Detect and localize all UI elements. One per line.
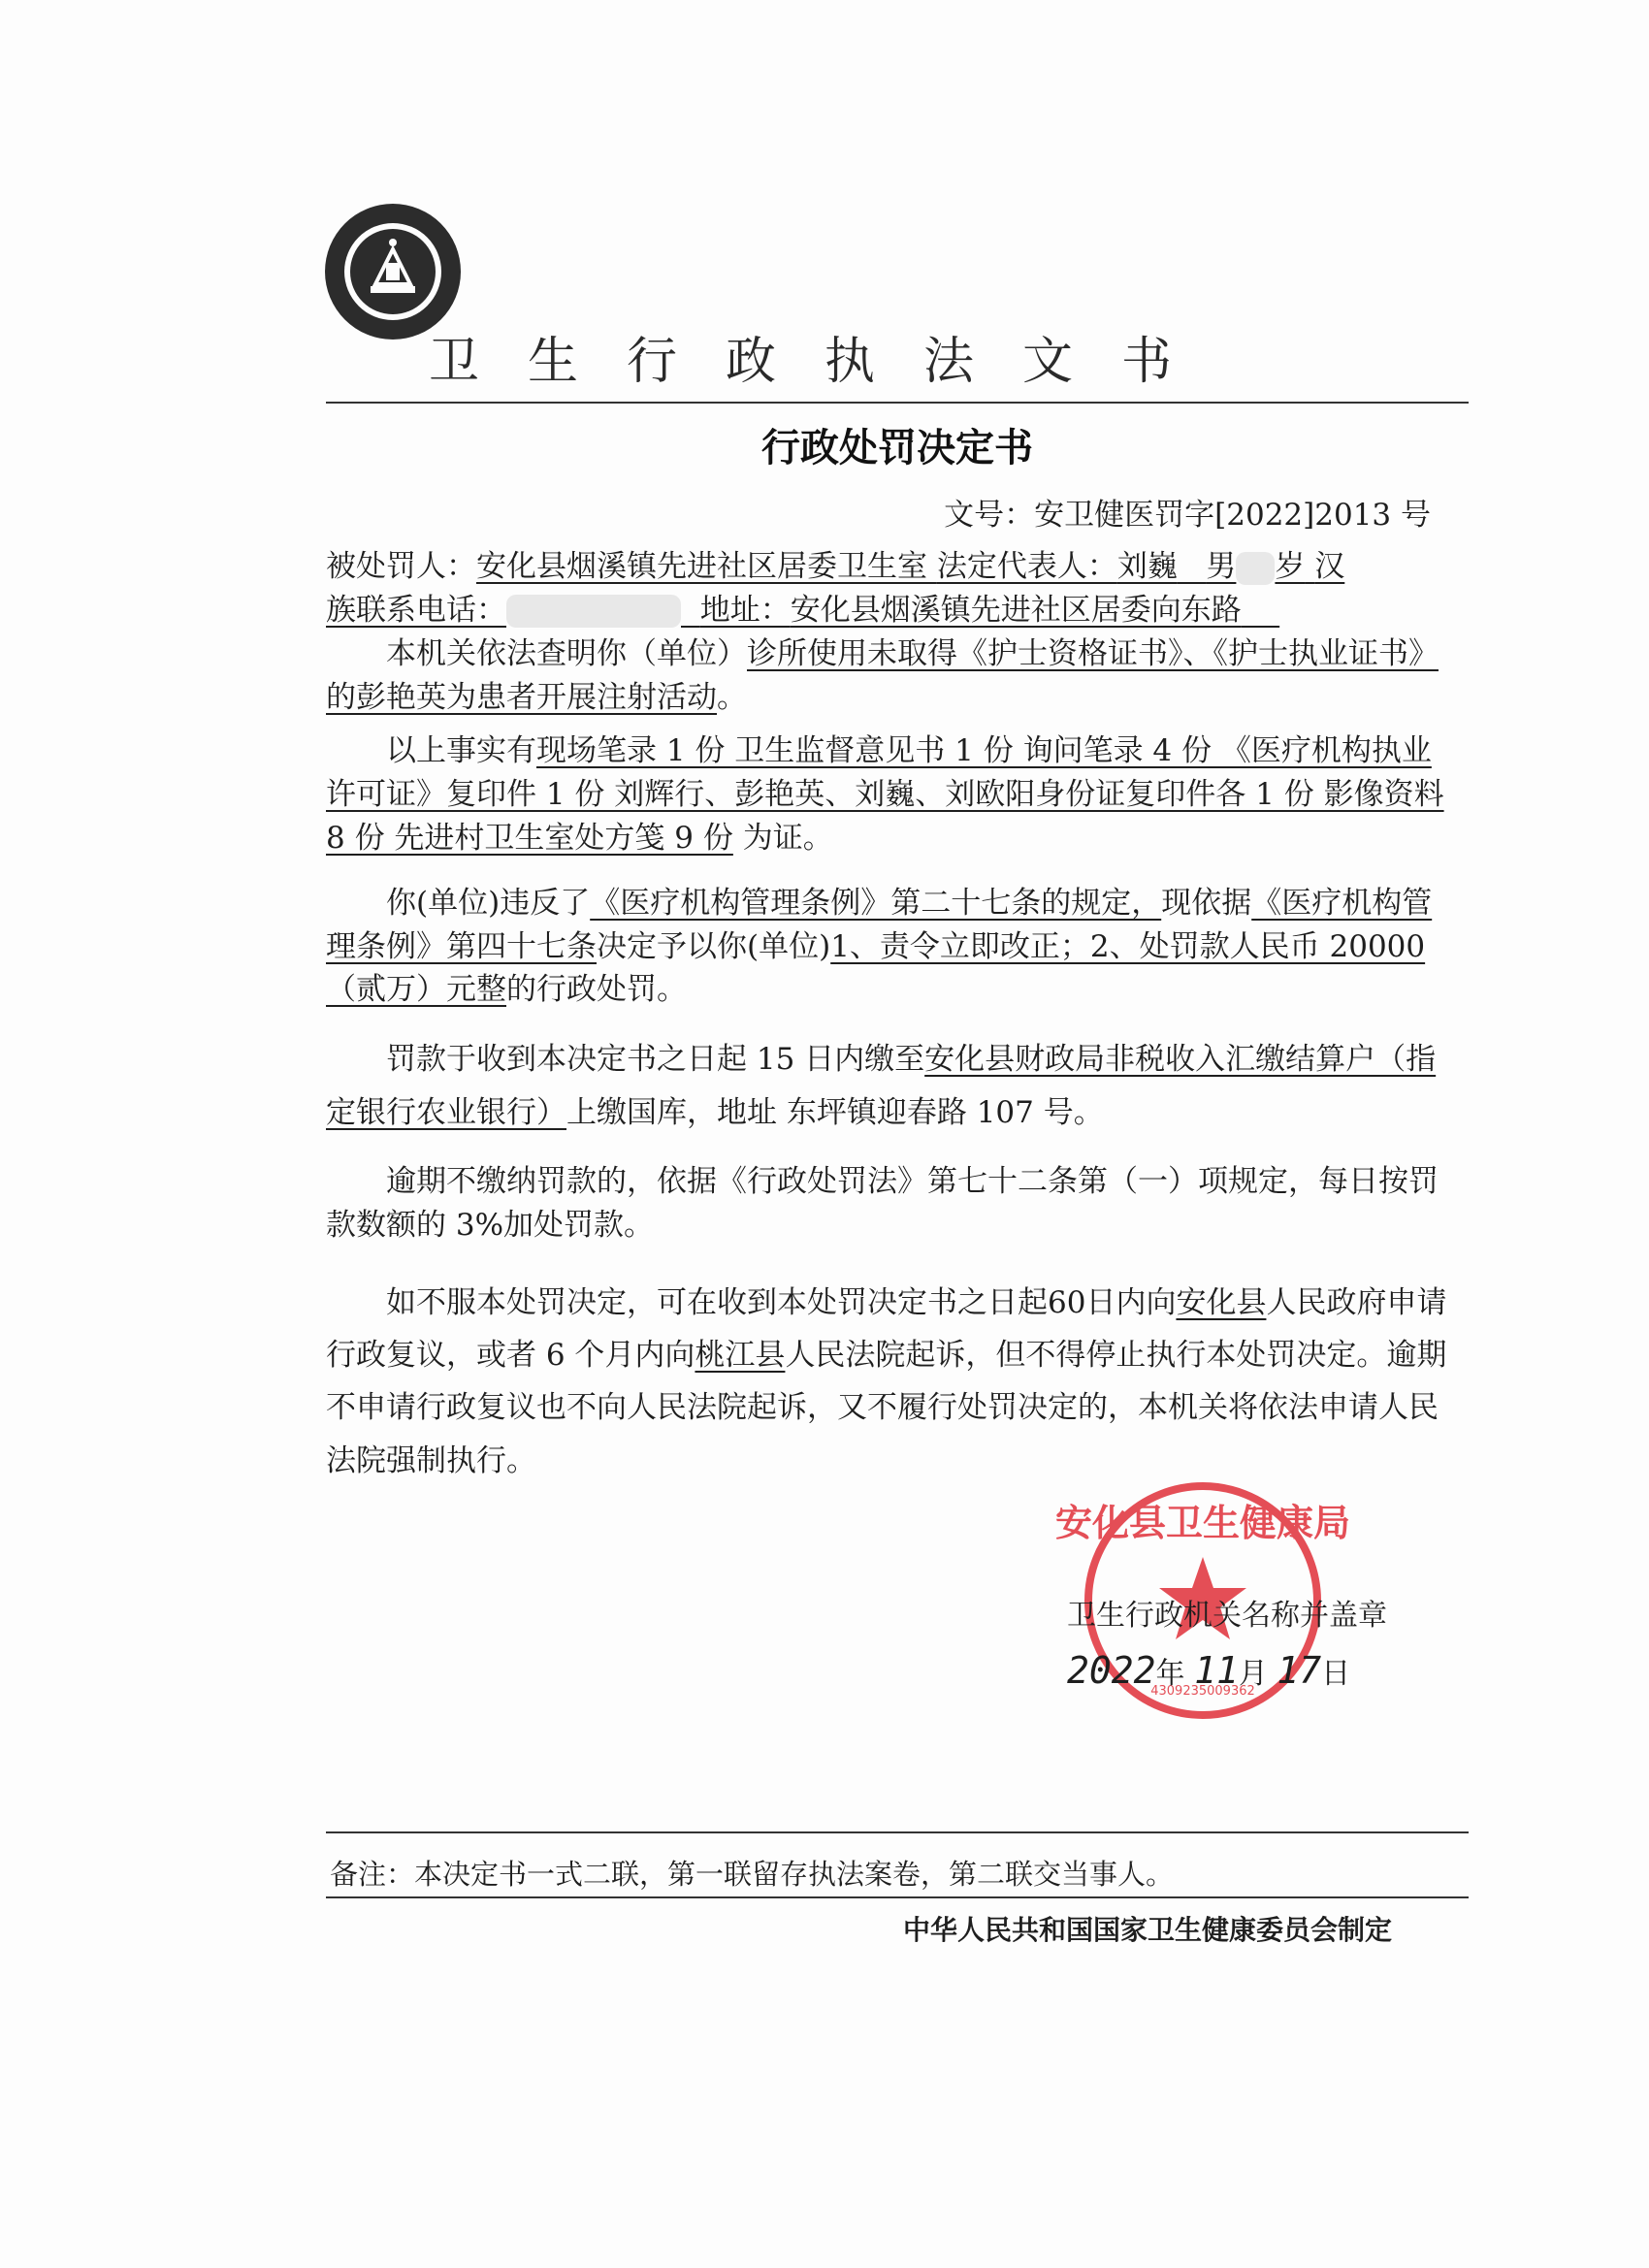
basis-law: 《医疗机构管理条例》第四十七条: [326, 885, 1433, 964]
authority-label: 卫生行政机关名称并盖章: [1067, 1599, 1387, 1633]
seal-code: 4309235009362: [1150, 1684, 1255, 1699]
date-month: 11: [1194, 1649, 1239, 1692]
payment-address: 上缴国库，地址 东坪镇迎春路 107 号。: [566, 1094, 1104, 1130]
seal-name: 安化县卫生健康局: [1054, 1501, 1351, 1544]
party-info: [476, 549, 1344, 584]
fact-lead: 本机关依法查明你（单位）: [386, 635, 747, 671]
date-year: 2022: [1067, 1649, 1156, 1692]
header-title: 卫生行政执法文书: [428, 333, 1220, 391]
violated-law: 《医疗机构管理条例》第二十七条的规定，: [590, 885, 1162, 921]
penalty-end: 的行政处罚。: [506, 972, 687, 1008]
appeal-paragraph: [326, 1277, 1461, 1487]
fact-text: 诊所使用未取得《护士资格证书》、《护士执业证书》的彭艳英为患者开展注射活动: [326, 635, 1439, 715]
appeal-end: 人民法院起诉，但不得停止执行本处罚决定。逾期不申请行政复议也不向人民法院起诉，又不履行处罚决定的，本机关将依法申请人民法院强制执行。: [326, 1338, 1447, 1478]
evidence-list: 现场笔录 1 份 卫生监督意见书 1 份 询问笔录 4 份 《医疗机构执业许可证》复印件 1 份 刘辉行、彭艳英、刘巍、刘欧阳身份证复印件各 1 份 影像资料 8 份 先进村卫生室处方笺 9 份: [326, 732, 1444, 856]
evidence-lead: 以上事实有: [386, 732, 536, 768]
footer-rule-bottom: [326, 1896, 1469, 1898]
document-title: 行政处罚决定书: [761, 426, 1033, 470]
footer-rule-top: [326, 1831, 1469, 1833]
document-number: 文号：安卫健医罚字[2022]2013 号: [944, 498, 1431, 533]
rep-name: 刘巍: [1116, 549, 1178, 584]
header-rule: [326, 402, 1469, 404]
date-year-unit: 年: [1155, 1657, 1185, 1691]
payment-lead: 罚款于收到本决定书之日起 15 日内缴至: [386, 1042, 925, 1078]
fact-end: 。: [717, 679, 747, 715]
evidence-paragraph: [326, 729, 1461, 860]
basis-lead: 现依据: [1161, 885, 1252, 921]
appeal-mid: 人民政府申请行政复议，或者 6 个月内向: [326, 1284, 1447, 1373]
date-day: 17: [1277, 1649, 1322, 1692]
decision-lead: 决定予以你(单位): [597, 928, 831, 964]
violation-paragraph: [326, 882, 1461, 1013]
address-label: 地址：: [699, 592, 791, 628]
rep-ethnic: 汉: [1314, 549, 1345, 584]
party-label: 被处罚人：: [326, 549, 476, 584]
violation-lead: 你(单位)违反了: [386, 885, 591, 921]
age-suffix: 岁: [1275, 549, 1306, 584]
rep-label: 法定代表人：: [936, 549, 1117, 584]
party-contact: [326, 593, 1279, 628]
rep-gender: 男: [1206, 549, 1237, 584]
redacted-age: [1236, 552, 1275, 585]
signature-date: [1067, 1649, 1350, 1692]
party-address: 安化县烟溪镇先进社区居委向东路: [790, 592, 1242, 628]
fact-paragraph: [326, 632, 1461, 720]
payment-account: 安化县财政局非税收入汇缴结算户（指定银行农业银行）: [326, 1042, 1437, 1130]
footer-note: 备注：本决定书一式二联，第一联留存执法案卷，第二联交当事人。: [330, 1858, 1175, 1891]
appeal-government: 安化县: [1176, 1284, 1267, 1320]
document-body: [326, 545, 1461, 1487]
evidence-end: 为证。: [742, 820, 833, 856]
party-name: 安化县烟溪镇先进社区居委卫生室: [476, 549, 927, 584]
late-fee-paragraph: 逾期不缴纳罚款的，依据《行政处罚法》第七十二条第（一）项规定，每日按罚款数额的 3%加处罚款。: [326, 1163, 1439, 1243]
appeal-court: 桃江县: [695, 1338, 786, 1373]
date-day-unit: 日: [1321, 1657, 1351, 1691]
footer-maker: 中华人民共和国国家卫生健康委员会制定: [902, 1914, 1392, 1946]
date-month-unit: 月: [1238, 1657, 1268, 1691]
penalty-text: 1、责令立即改正；2、处罚款人民币 20000（贰万）元整: [326, 928, 1426, 1008]
party-line: [326, 545, 1461, 632]
payment-paragraph: [326, 1033, 1461, 1139]
redacted-phone: [506, 595, 681, 628]
ethnic-suffix: 族: [326, 592, 356, 628]
phone-label: 联系电话：: [356, 592, 506, 628]
appeal-lead: 如不服本处罚决定，可在收到本处罚决定书之日起60日内向: [386, 1284, 1177, 1320]
